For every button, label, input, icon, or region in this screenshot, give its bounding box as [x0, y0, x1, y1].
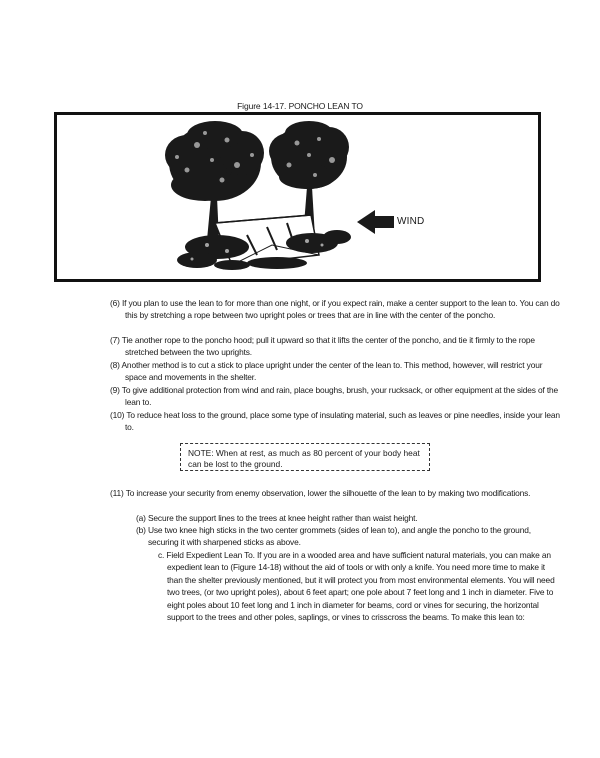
lean-to-drawing — [57, 115, 538, 279]
list-item-6: (6) If you plan to use the lean to for more than one night, or if you expect rain, make a center support to the lean to. You can do this by stretching a rope between two upright poles or trees that are in line with the center of the poncho. — [110, 298, 560, 321]
figure-caption: Figure 14-17. PONCHO LEAN TO — [237, 101, 363, 111]
sub-item-a: (a) Secure the support lines to the trees at knee height rather than waist height. — [136, 513, 418, 523]
sub-item-b: (b) Use two knee high sticks in the two center grommets (sides of lean to), and angle the poncho to the ground, securing it with sharpened sticks as above. — [136, 525, 531, 548]
note-box: NOTE: When at rest, as much as 80 percent of your body heat can be lost to the ground. — [180, 443, 430, 471]
wind-label: WIND — [397, 216, 425, 227]
list-item-10: (10) To reduce heat loss to the ground, place some type of insulating material, such as leaves or pine needles, inside your lean to. — [110, 410, 560, 433]
list-item-11: (11) To increase your security from enemy observation, lower the silhouette of the lean to by making two modifications. — [110, 488, 531, 498]
poncho-lean-to-illustration — [54, 112, 541, 282]
list-item-7: (7) Tie another rope to the poncho hood; pull it upward so that it lifts the center of the poncho, and tie it firmly to the rope stretched between the two uprights. — [110, 335, 535, 358]
list-item-9: (9) To give additional protection from wind and rain, place boughs, brush, your rucksack, or other equipment at the sides of the lean to. — [110, 385, 559, 408]
list-item-8: (8) Another method is to cut a stick to place upright under the center of the lean to. This method, however, will restrict your space and movements in the shelter. — [110, 360, 543, 383]
paragraph-c: c. Field Expedient Lean To. If you are in a wooded area and have sufficient natural materials, you can make an expedient lean to (Figure 14-18) without the aid of tools or with only a knife. You need more time to make it than the shelter previously mentioned, but it will protect you from most environmental elements. You will need two trees, (or two upright poles), about 6 feet apart; one pole about 7 feet long and 1 inch in diameter. Five to eight poles about 10 feet long and 1 inch in diameter for beams, cord or vines for securing, the horizontal support to the trees and other poles, saplings, or vines to crisscross the beams. To make this lean to: — [158, 550, 555, 623]
wind-arrow-icon — [357, 210, 394, 234]
left-tree — [165, 121, 264, 201]
